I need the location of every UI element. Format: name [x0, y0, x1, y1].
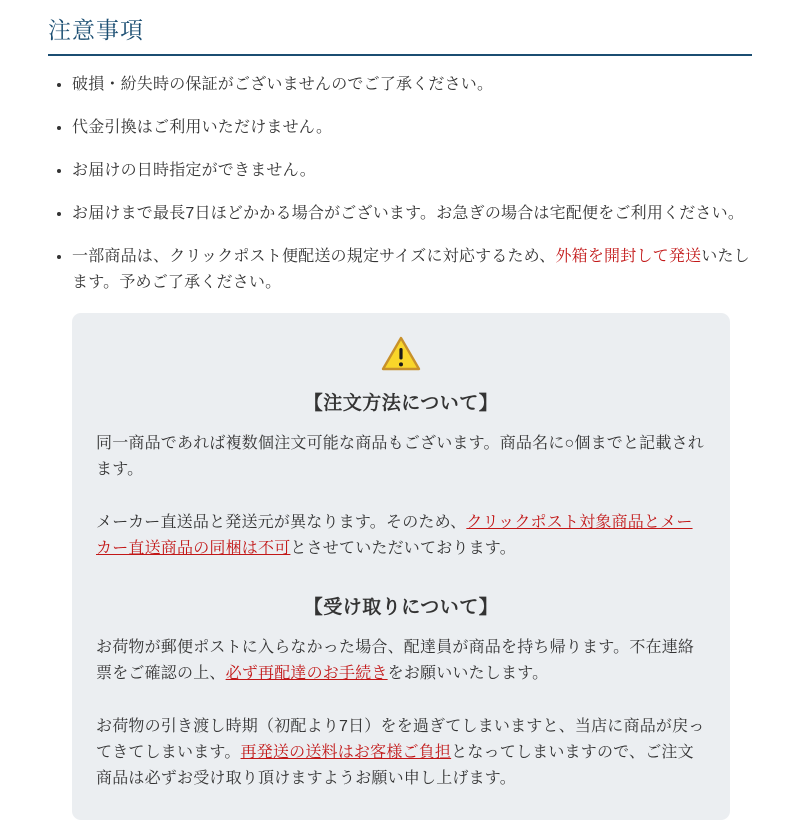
- text-segment: となってしまいますので、ご注文商品は必ずお受け取り頂けますようお願い申し上げます。: [96, 744, 694, 787]
- text-segment: 一部商品は、クリックポスト便配送の規定サイズに対応するため、: [72, 248, 556, 265]
- text-segment: お届けの日時指定ができません。: [72, 162, 316, 179]
- notes-list: [48, 72, 752, 296]
- info-sections: [96, 388, 706, 792]
- note-item: [72, 115, 752, 141]
- note-item: [72, 244, 752, 296]
- text-segment: とさせていただいております。: [290, 540, 516, 557]
- text-segment: お荷物の引き渡し時期（初配より7日）をを過ぎてしまいますと、当店に商品が戻ってきてしまいます。: [96, 718, 705, 761]
- page-title: 注意事項: [48, 17, 144, 43]
- section-heading: 【注文方法について】: [303, 393, 499, 414]
- emphasis-red-text: 再発送の送料はお客様ご負担: [240, 744, 452, 761]
- text-segment: いたします。予めご了承ください。: [72, 248, 750, 291]
- text-segment: 破損・紛失時の保証がございませんのでご了承ください。: [72, 76, 494, 93]
- emphasis-red-text: クリックポスト対象商品とメーカー直送商品の同梱は不可: [96, 514, 693, 557]
- text-segment: をお願いいたします。: [387, 665, 549, 682]
- info-box: [72, 313, 730, 820]
- emphasis-red-text: 外箱を開封して発送: [555, 248, 702, 265]
- page-header: [48, 12, 752, 56]
- text-segment: 代金引換はご利用いただけません。: [72, 119, 333, 136]
- section-heading: 【受け取りについて】: [303, 597, 499, 618]
- note-item: [72, 72, 752, 98]
- emphasis-red-text: 必ず再配達のお手続き: [225, 665, 388, 682]
- note-item: [72, 201, 752, 227]
- section-paragraph: [96, 510, 706, 562]
- text-segment: お届けまで最長7日ほどかかる場合がございます。お急ぎの場合は宅配便をご利用ください。: [72, 205, 745, 222]
- warning-icon-wrap: [96, 335, 706, 378]
- text-segment: メーカー直送品と発送元が異なります。そのため、: [96, 514, 467, 531]
- section-paragraph: [96, 714, 706, 792]
- text-segment: お荷物が郵便ポストに入らなかった場合、配達員が商品を持ち帰ります。不在連絡票をご確認の上、: [96, 639, 695, 682]
- section-paragraph: [96, 431, 706, 483]
- warning-icon: [380, 335, 422, 373]
- section-paragraph: [96, 635, 706, 687]
- note-item: [72, 158, 752, 184]
- text-segment: 同一商品であれば複数個注文可能な商品もございます。商品名に○個までと記載されます。: [96, 435, 704, 478]
